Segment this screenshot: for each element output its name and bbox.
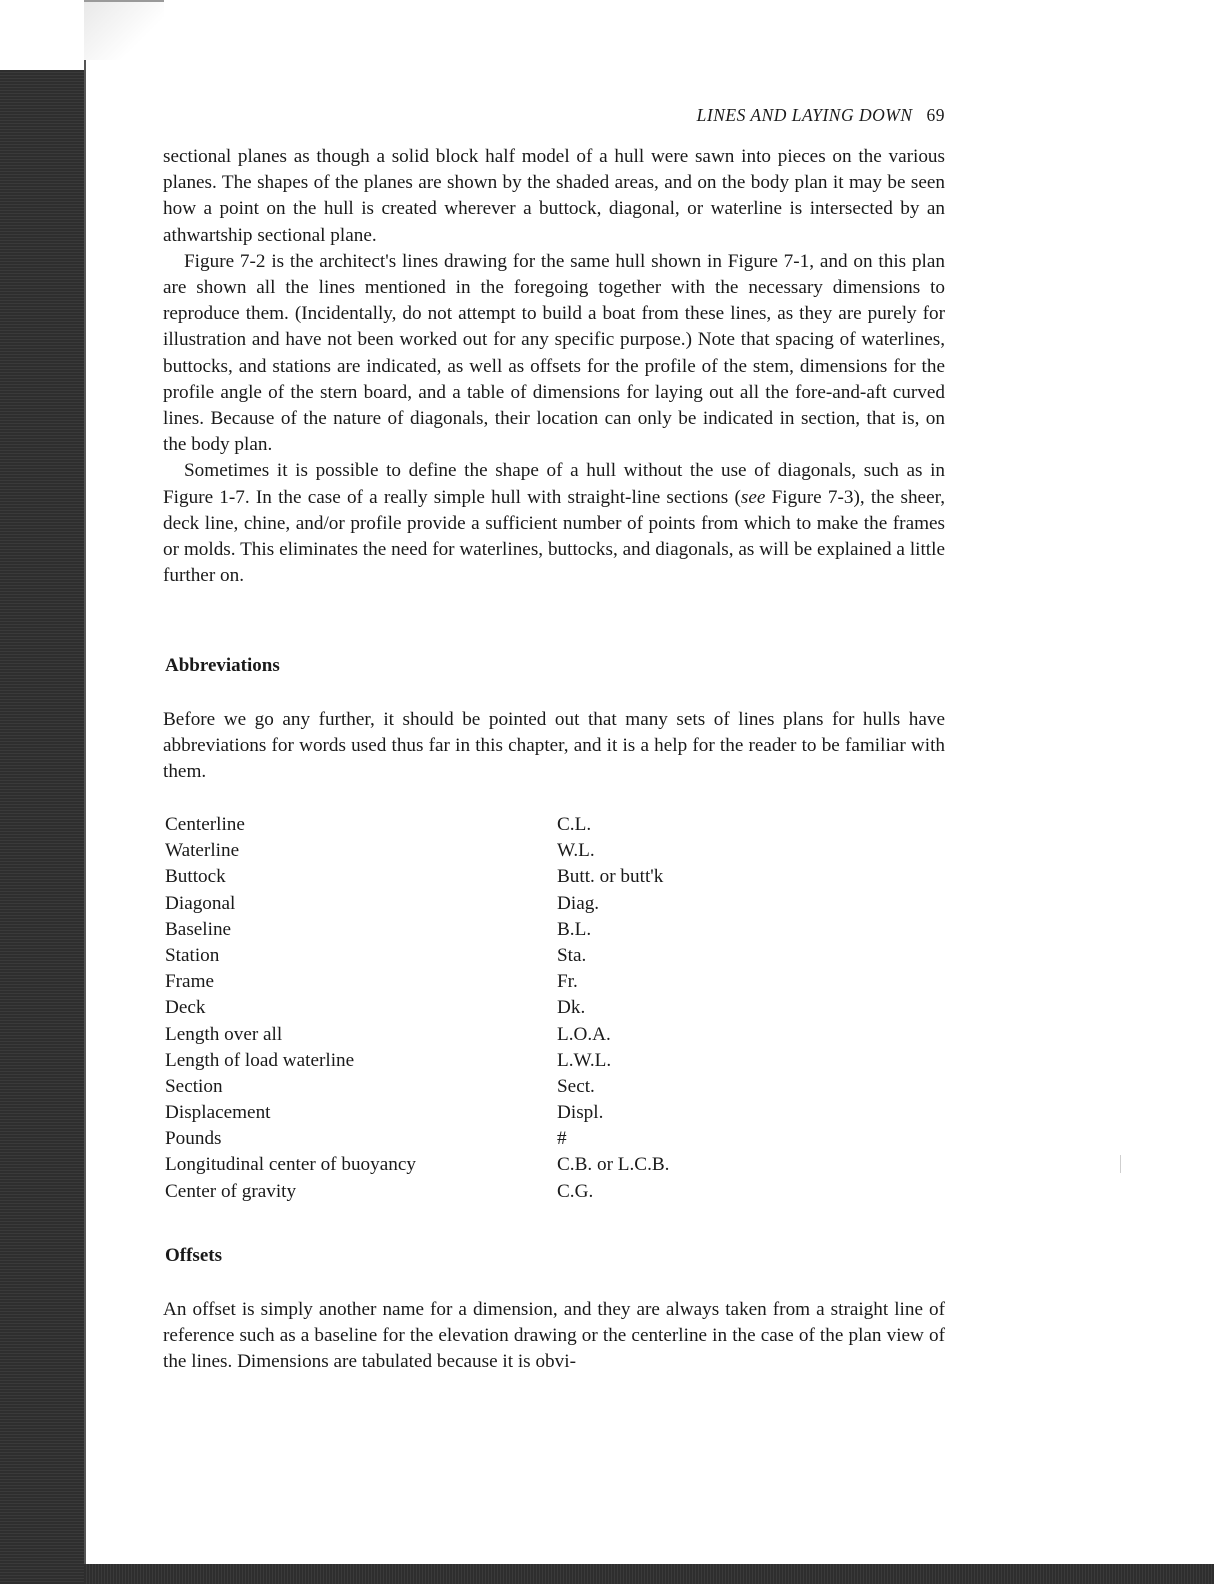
abbr-value: Sta. (557, 944, 587, 966)
abbr-row (165, 917, 765, 943)
abbr-row (165, 812, 765, 838)
abbr-term: Pounds (165, 1128, 222, 1150)
abbreviations-intro: Before we go any further, it should be pointed out that many sets of lines plans for hulls have abbreviations for words used thus far in this chapter, and it is a help for the reader to be familiar with them. (163, 709, 945, 783)
paragraph-text: Sometimes it is possible to define the shape of a hull without the use of diagonals, such as in Figure 1-7. In the case of a really simple hull with straight-line sections ( (163, 460, 945, 508)
abbr-row (165, 864, 765, 890)
main-text-block (163, 144, 945, 589)
running-head (165, 105, 945, 126)
abbr-term: Length over all (165, 1023, 283, 1045)
abbr-value: Diag. (557, 892, 600, 914)
scan-left-border (0, 0, 84, 1584)
abbr-value: Sect. (557, 1075, 595, 1097)
abbr-value: Fr. (557, 971, 578, 993)
abbr-term: Center of gravity (165, 1180, 297, 1202)
abbr-row (165, 838, 765, 864)
abbr-value: B.L. (557, 918, 592, 940)
abbr-term: Baseline (165, 918, 232, 940)
abbr-value: Displ. (557, 1102, 604, 1124)
paragraph-text: Figure 7-3), the sheer, deck line, chine, and/or profile provide a sufficient number of points from which to make the frames or molds. This eliminates the need for waterlines, buttocks, and diagonals, as will be explained a little further on. (163, 486, 946, 587)
abbr-value: W.L. (557, 840, 595, 862)
abbr-term: Station (165, 944, 220, 966)
abbr-term: Longitudinal center of buoyancy (165, 1154, 416, 1176)
abbr-row (165, 1048, 765, 1074)
abbr-row (165, 1126, 765, 1152)
see-reference: see (740, 486, 766, 508)
offsets-text-block (163, 1297, 945, 1376)
paragraph-continuation: sectional planes as though a solid block half model of a hull were sawn into pieces on the various planes. The shapes of the planes are shown by the shaded areas, and on the body plan it may be seen how a point on the hull is created wherever a buttock, diagonal, or waterline is intersected by an athwartship sectional plane. (163, 146, 945, 246)
abbr-row (165, 943, 765, 969)
abbr-row (165, 1152, 765, 1178)
abbr-value: L.O.A. (557, 1023, 611, 1045)
offsets-heading: Offsets (165, 1245, 222, 1266)
scan-artifact-mark (1120, 1155, 1121, 1173)
abbr-value: C.G. (557, 1180, 594, 1202)
abbr-row (165, 1074, 765, 1100)
paragraph-figure-7-2: Figure 7-2 is the architect's lines drawing for the same hull shown in Figure 7-1, and on this plan are shown all the lines mentioned in the foregoing together with the necessary dimensions to reproduce them. (Incidentally, do not attempt to build a boat from these lines, as they are purely for illustration and have not been worked out for any specific purpose.) Note that spacing of waterlines, buttocks, and stations are indicated, as well as offsets for the profile of the stem, dimensions for the profile angle of the stern board, and a table of dimensions for laying out all the fore-and-aft curved lines. Because of the nature of diagonals, their location can only be indicated in section, that is, on the body plan. (163, 250, 945, 456)
scan-page-edge (84, 60, 86, 1564)
scan-bottom-border (84, 1564, 1214, 1584)
abbr-row (165, 891, 765, 917)
scan-corner-shading (84, 0, 164, 60)
offsets-paragraph: An offset is simply another name for a dimension, and they are always taken from a straight line of reference such as a baseline for the elevation drawing or the centerline in the case of the plan view of the lines. Dimensions are tabulated because it is obvi- (163, 1299, 945, 1373)
abbr-value: C.B. or L.C.B. (557, 1154, 670, 1176)
abbr-value: # (557, 1128, 567, 1150)
abbr-term: Waterline (165, 840, 240, 862)
scan-top-line (84, 0, 164, 2)
abbr-term: Centerline (165, 814, 245, 835)
chapter-title: LINES AND LAYING DOWN (696, 105, 913, 125)
abbr-term: Diagonal (165, 892, 236, 914)
abbr-term: Buttock (165, 866, 226, 888)
abbr-value: Butt. or butt'k (557, 866, 664, 888)
abbr-value: C.L. (557, 814, 592, 835)
abbreviations-intro-block (163, 707, 945, 786)
abbr-row (165, 1100, 765, 1126)
abbr-row (165, 1179, 765, 1205)
abbr-row (165, 969, 765, 995)
abbr-term: Deck (165, 997, 206, 1019)
abbr-value: L.W.L. (557, 1049, 612, 1071)
abbr-row (165, 1022, 765, 1048)
abbr-term: Length of load waterline (165, 1049, 355, 1071)
abbreviations-heading: Abbreviations (165, 655, 280, 676)
abbr-term: Displacement (165, 1102, 271, 1124)
abbr-term: Section (165, 1075, 223, 1097)
paragraph-diagonals (163, 458, 945, 589)
page-number: 69 (926, 105, 945, 125)
abbr-term: Frame (165, 971, 215, 993)
abbr-row (165, 995, 765, 1021)
abbr-value: Dk. (557, 997, 586, 1019)
abbreviations-table (165, 812, 765, 1205)
